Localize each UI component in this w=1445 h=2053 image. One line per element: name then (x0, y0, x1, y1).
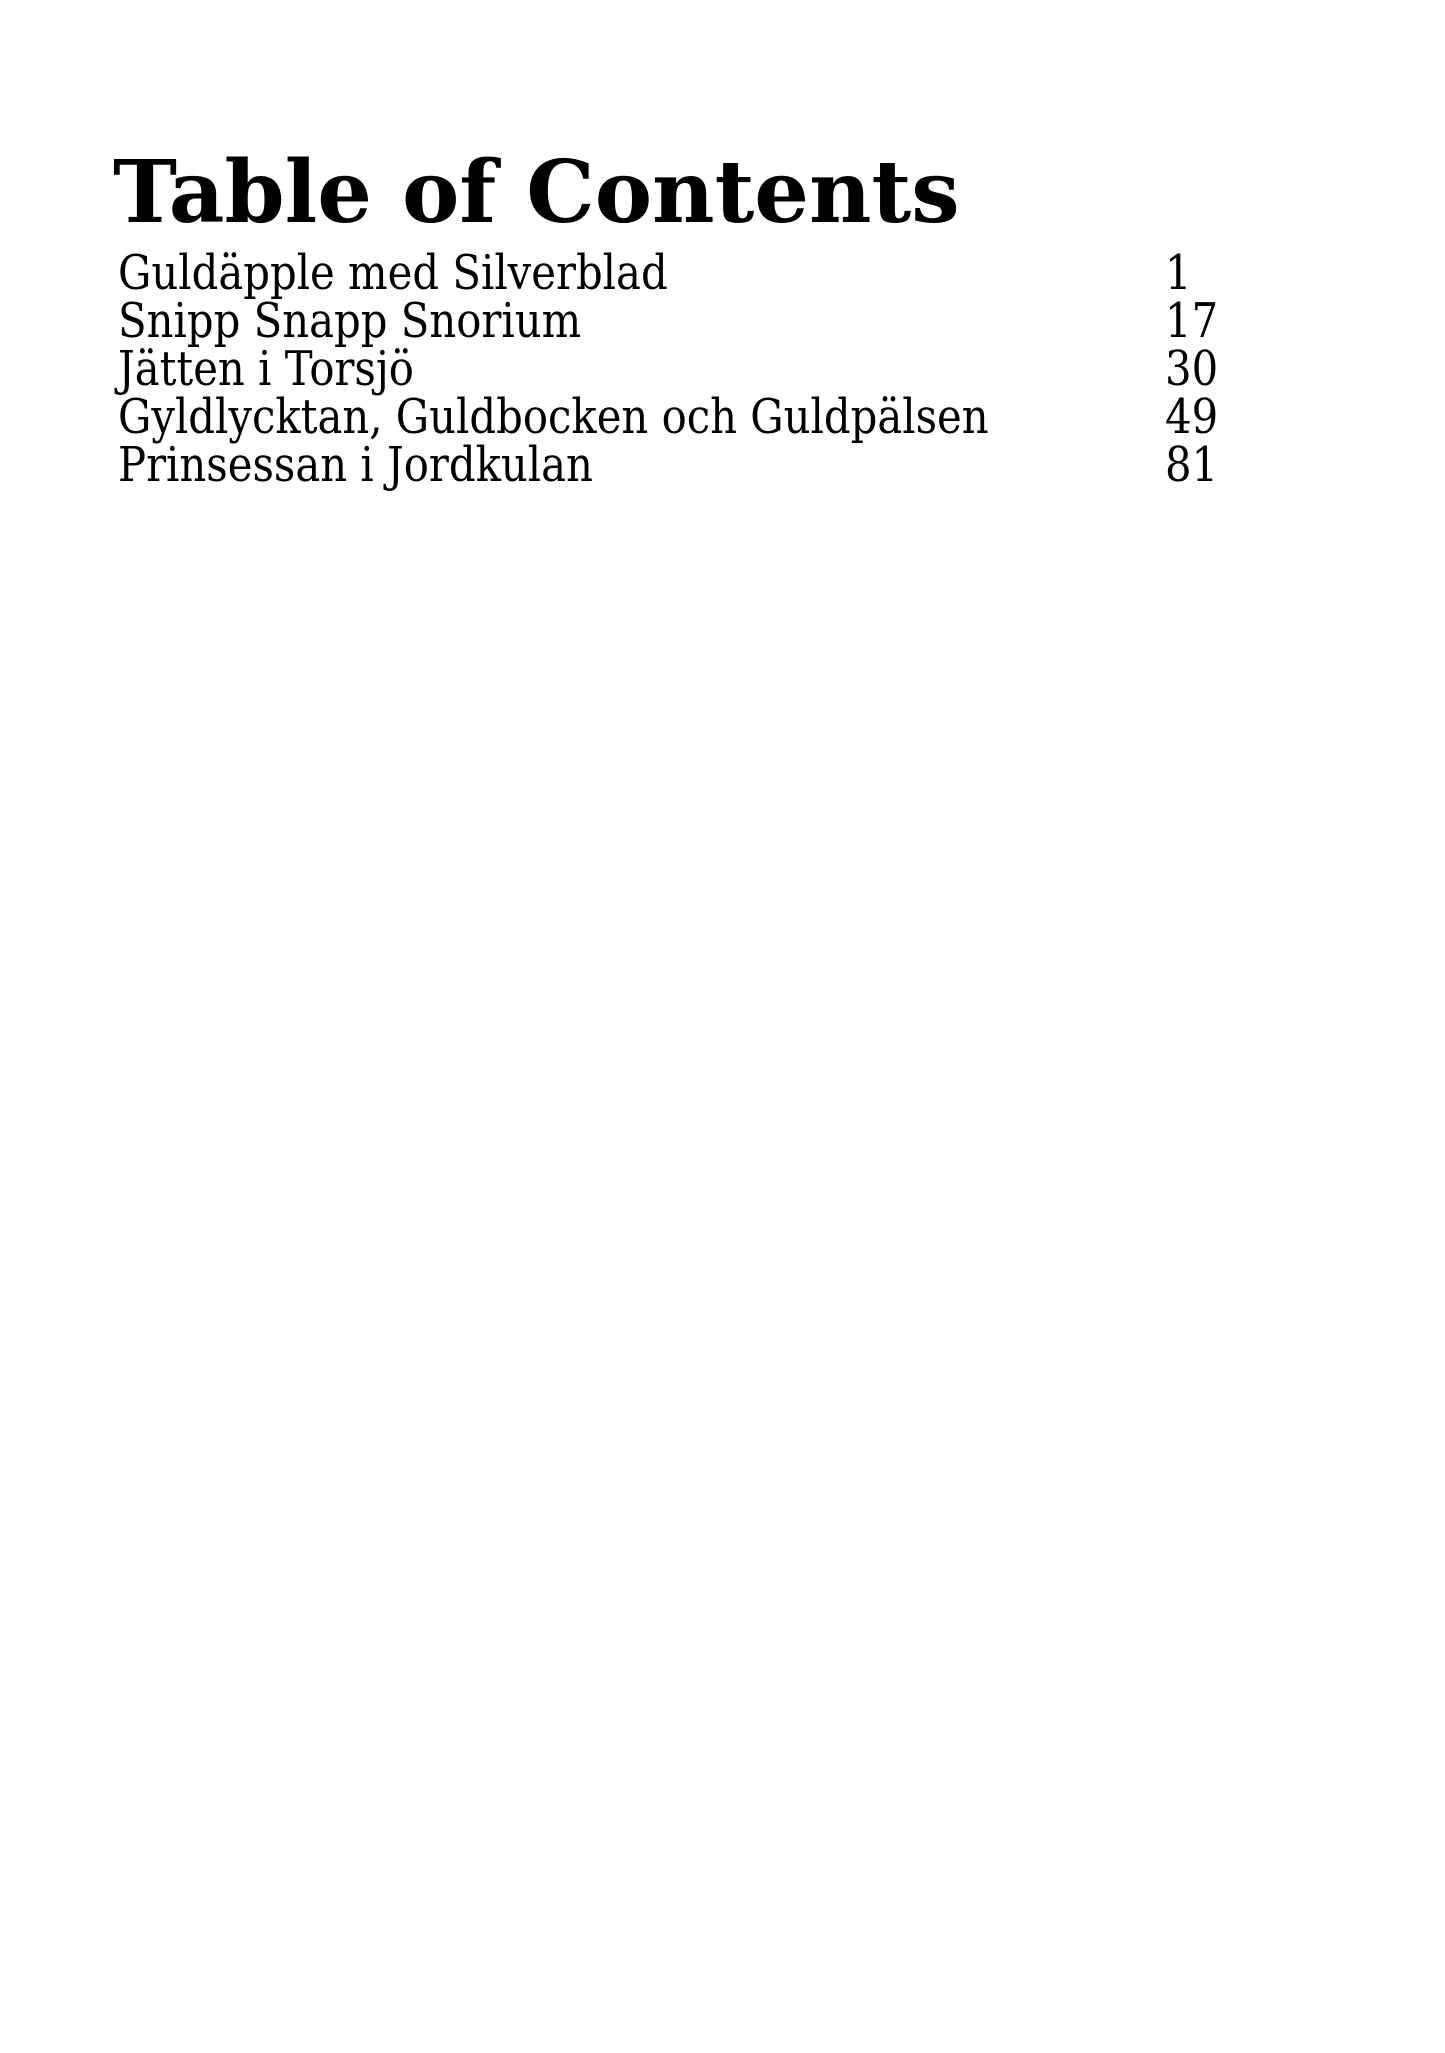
toc-entry-title: Snipp Snapp Snorium (118, 293, 582, 349)
toc-entry-page-number: 17 (1165, 293, 1219, 349)
toc-entry-page-number: 1 (1165, 245, 1192, 301)
toc-entry (0, 389, 1445, 445)
page-title: Table of Contents (113, 142, 960, 243)
toc-entry-page-number: 30 (1165, 341, 1219, 397)
toc-entry (0, 341, 1445, 397)
toc-entry-page-number: 81 (1165, 437, 1219, 493)
toc-entry (0, 245, 1445, 301)
toc-entry (0, 293, 1445, 349)
toc-entry-title: Gyldlycktan, Guldbocken och Guldpälsen (118, 389, 989, 445)
toc-entry-title: Jätten i Torsjö (118, 341, 414, 397)
toc-entry-title: Guldäpple med Silverblad (118, 245, 668, 301)
toc-entry (0, 437, 1445, 493)
table-of-contents (0, 245, 1445, 493)
toc-entry-title: Prinsessan i Jordkulan (118, 437, 593, 493)
toc-entry-page-number: 49 (1165, 389, 1219, 445)
